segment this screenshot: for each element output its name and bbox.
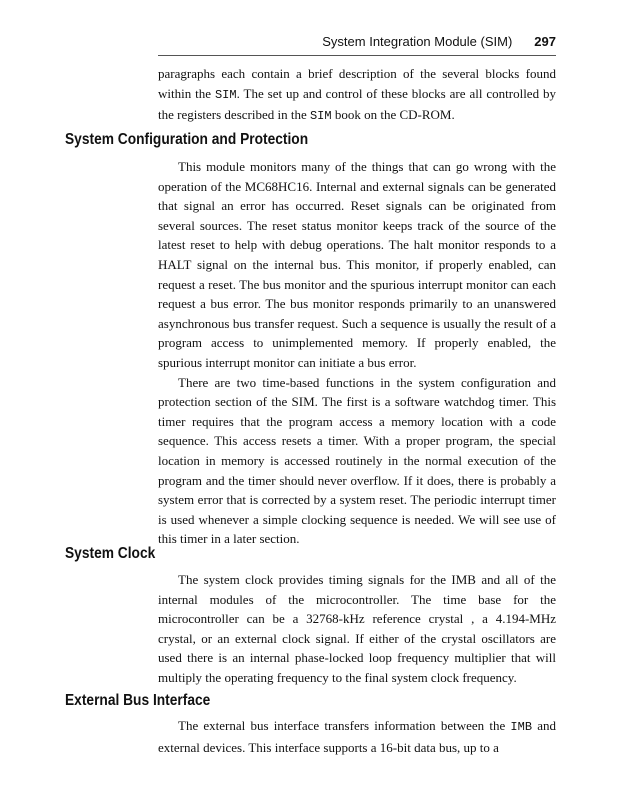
- running-header: [0, 34, 556, 49]
- ebi-code-imb: IMB: [510, 720, 533, 734]
- system-configuration-paragraph-2: There are two time-based functions in the system configuration and protection section of the SIM. The first is a software watchdog timer. This timer requires that the program access a memory location with a code sequence. This access resets a timer. With a proper program, the special location in memory is accessed routinely in the normal execution of the program and the timer should never overflow. If it does, there is probably a system error that is corrected by a system reset. The periodic interrupt timer is used whenever a simple clocking sequence is needed. We will see use of this timer in a later section.: [158, 374, 556, 547]
- header-rule: [158, 55, 556, 56]
- external-bus-interface-paragraph: [158, 716, 556, 757]
- intro-text-2: . The set up and control of these blocks are all controlled by the registers described in the: [158, 85, 557, 123]
- system-clock-paragraph: The system clock provides timing signals for the IMB and all of the internal modules of the microcontroller. The time base for the microcontroller can be a 32768-kHz reference crystal , a 4.194-MHz crystal, or an external clock signal. If either of the crystal oscillators are used there is an internal phase-locked loop frequency multiplier that will multiply the operating frequency to the final system clock frequency.: [158, 572, 556, 685]
- section-heading-system-configuration: System Configuration and Protection: [65, 131, 309, 148]
- intro-text-1: paragraphs each contain a brief description of the several blocks found within the: [158, 66, 556, 101]
- ebi-text-1: The external bus interface transfers information between the: [178, 718, 511, 733]
- running-header-title: System Integration Module (SIM): [322, 34, 513, 49]
- section-heading-external-bus-interface: External Bus Interface: [65, 692, 211, 709]
- intro-paragraph: [158, 64, 556, 127]
- system-configuration-paragraph-1: This module monitors many of the things that can go wrong with the operation of the MC68HC16. Internal and external signals can be generated that signal an error has occurred. Reset signals can be originated from several sources. The reset status monitor keeps track of the source of the latest reset to help with debug operations. The halt monitor responds to a HALT signal on the internal bus. This monitor, if properly enabled, can request a reset. The bus monitor and the spurious interrupt monitor can each request a bus error. The bus monitor responds primarily to an unanswered asynchronous bus transfer request. Such a sequence is usually the result of a program access to unimplemented memory. If properly enabled, the spurious interrupt monitor can initiate a bus error.: [158, 159, 556, 370]
- ebi-text-2: and external devices. This interface supports a 16-bit data bus, up to a: [158, 718, 556, 755]
- intro-text-3: book on the CD-ROM.: [331, 107, 455, 123]
- section-heading-system-clock: System Clock: [65, 545, 156, 562]
- page-number: 297: [534, 34, 556, 49]
- system-clock-body: [158, 570, 556, 688]
- external-bus-interface-body: [158, 716, 556, 757]
- system-configuration-body: [158, 157, 556, 549]
- intro-code-sim-1: SIM: [214, 87, 237, 102]
- intro-code-sim-2: SIM: [309, 109, 332, 124]
